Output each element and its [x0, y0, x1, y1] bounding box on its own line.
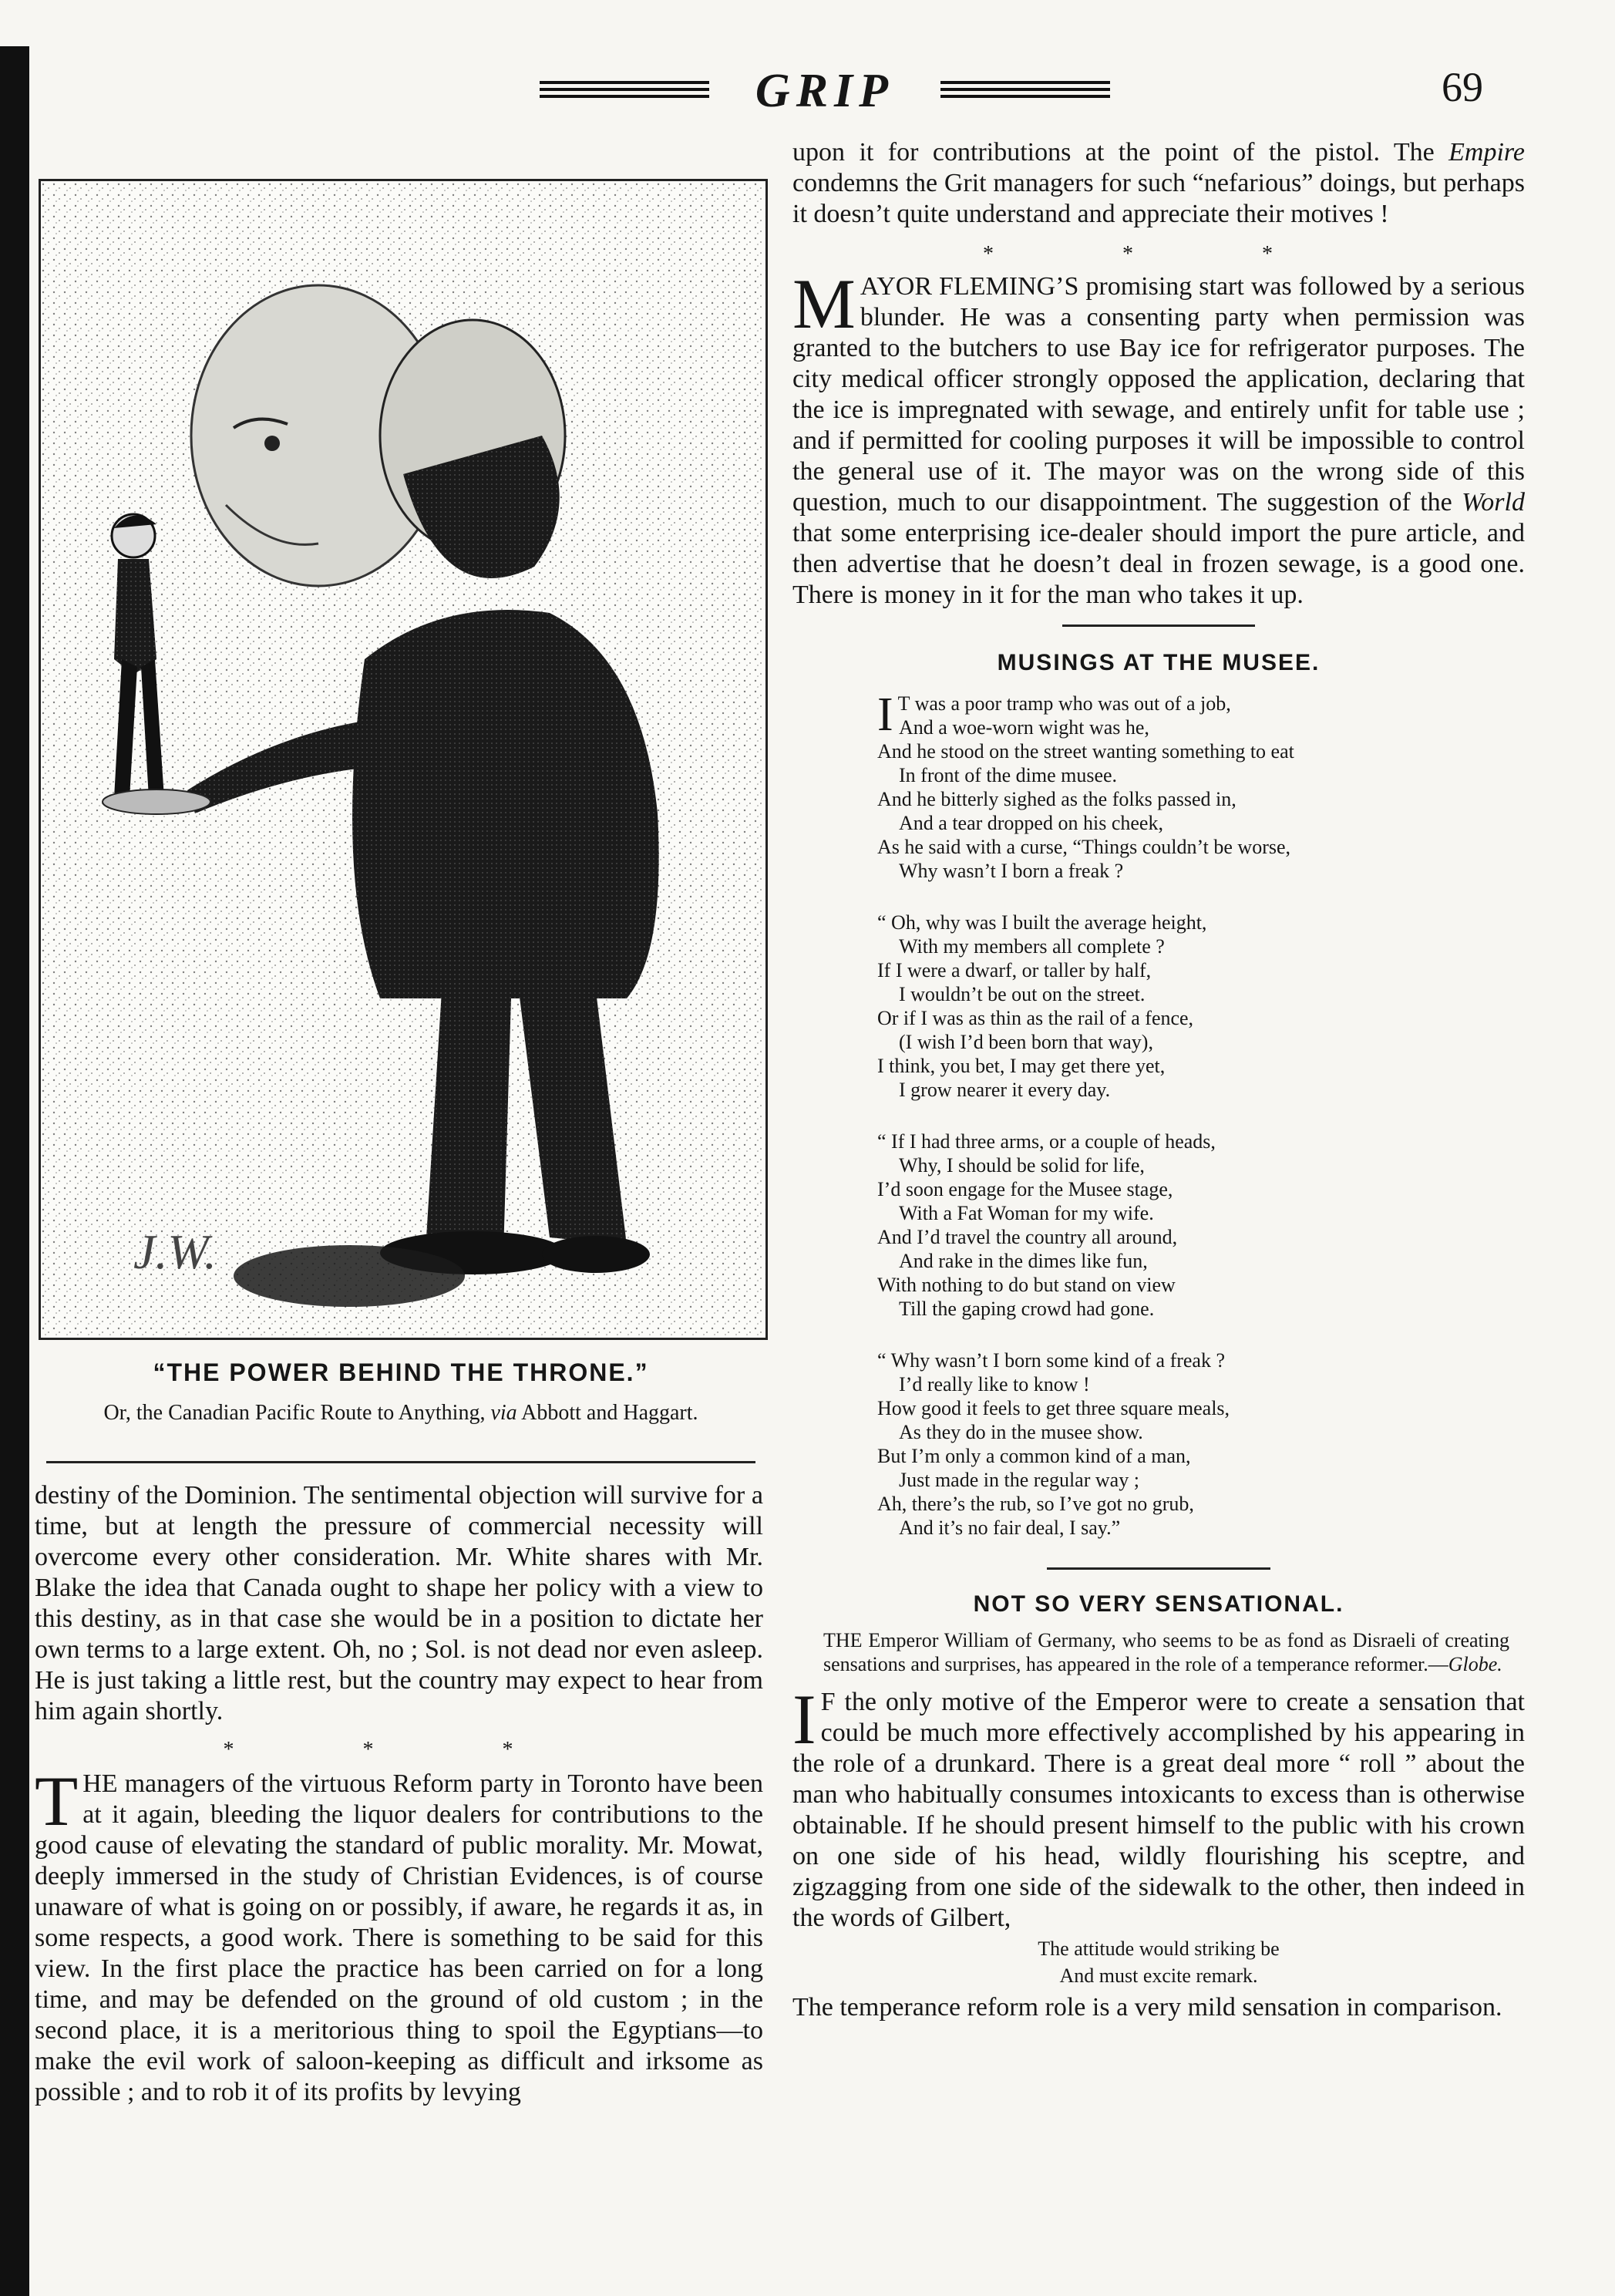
- poem-line-text: With nothing to do but stand on view: [877, 1274, 1176, 1296]
- poem-line: [877, 1225, 1479, 1249]
- cartoon-caption-subtitle: [54, 1399, 748, 1427]
- poem-stanza: [877, 1348, 1479, 1540]
- right-column: [792, 137, 1525, 2023]
- poem-line-text: As they do in the musee show.: [899, 1421, 1143, 1443]
- open-hand: [103, 789, 210, 814]
- poem-line-text: (I wish I’d been born that way),: [899, 1031, 1153, 1053]
- poem-stanza: [877, 1129, 1479, 1321]
- poem-line: [877, 739, 1479, 763]
- poem-line-text: I’d soon engage for the Musee stage,: [877, 1178, 1173, 1200]
- poem-line-text: With a Fat Woman for my wife.: [899, 1202, 1154, 1224]
- drop-cap: M: [792, 264, 856, 343]
- poem-line-text: And a tear dropped on his cheek,: [899, 812, 1163, 834]
- poem-line: [877, 787, 1479, 811]
- cartoon-illustration: [39, 179, 768, 1340]
- poem-line: [877, 1177, 1479, 1201]
- poem-stanza: [877, 911, 1479, 1102]
- article-paragraph: destiny of the Dominion. The sentimental objection will survive for a time, but at length the pressure of commercial necessity will overcome every other consideration. Mr. White shares with Mr. Blake the idea that Canada ought to shape her policy with a view to this destiny, as in that case she would be in a position to dictate her own terms to a large extent. Oh, no ; Sol. is not dead nor even asleep. He is just taking a little rest, but the country may expect to hear from him again shortly.: [35, 1481, 763, 1725]
- section-separator: [1062, 624, 1255, 627]
- poem-line-text: And rake in the dimes like fun,: [899, 1250, 1148, 1272]
- poem-line-text: And I’d travel the country all around,: [877, 1226, 1178, 1248]
- cartoon-drawing: [41, 181, 765, 1338]
- poem-line: [877, 1054, 1479, 1078]
- caption-sub-text: Or, the Canadian Pacific Route to Anything,: [103, 1401, 491, 1425]
- left-column: [35, 1480, 763, 2108]
- poem-line: [877, 715, 1479, 739]
- article-paragraph-empire: [792, 137, 1525, 230]
- article-paragraph-emperor: [792, 1680, 1525, 1934]
- epigraph-text: THE Emperor William of Germany, who seems to be as fond as Disraeli of creating sensations and surprises, has appeared in the role of a temperance reformer.—: [823, 1629, 1509, 1675]
- poem-line: [877, 763, 1479, 787]
- poem-line-text: Why, I should be solid for life,: [899, 1154, 1145, 1177]
- poem-line: [877, 1006, 1479, 1030]
- caption-separator: [46, 1461, 755, 1463]
- artist-mark: J.W.: [133, 1224, 217, 1279]
- quote-line: The attitude would striking be: [1038, 1937, 1280, 1960]
- caption-sub-text-end: Abbott and Haggart.: [516, 1401, 698, 1425]
- poem-line: [877, 835, 1479, 859]
- poem-line-text: In front of the dime musee.: [899, 764, 1118, 786]
- poem-line: [877, 1444, 1479, 1468]
- poem-line: [877, 811, 1479, 835]
- poem-line: [877, 958, 1479, 982]
- poem-line-text: With my members all complete ?: [899, 935, 1165, 958]
- poem-line-text: And a woe-worn wight was he,: [899, 716, 1149, 739]
- poem-line-text: Why wasn’t I born a freak ?: [899, 860, 1124, 882]
- drop-cap: I: [792, 1680, 816, 1759]
- poem-line: [877, 1372, 1479, 1396]
- quote-line: And must excite remark.: [1059, 1964, 1258, 1987]
- poem-line: [877, 982, 1479, 1006]
- publication-name: World: [1462, 488, 1525, 517]
- poem-line-text: I grow nearer it every day.: [899, 1079, 1111, 1101]
- poem-line: [877, 1078, 1479, 1102]
- masthead-title: GRIP: [755, 65, 895, 117]
- poem-line-text: Or if I was as thin as the rail of a fence,: [877, 1007, 1194, 1029]
- poem-line: [877, 1153, 1479, 1177]
- poem-line: [877, 1348, 1479, 1372]
- binding-edge: [0, 46, 29, 2296]
- poem-line: [877, 1420, 1479, 1444]
- poem-line-text: And he stood on the street wanting something to eat: [877, 740, 1294, 763]
- shadow: [234, 1245, 465, 1307]
- drop-cap: T: [35, 1762, 79, 1840]
- poem-line: [877, 1030, 1479, 1054]
- poem-line-text: But I’m only a common kind of a man,: [877, 1445, 1191, 1467]
- poem-line-text: Ah, there’s the rub, so I’ve got no grub,: [877, 1493, 1194, 1515]
- paragraph-text: AYOR FLEMING’S promising start was followed by a serious blunder. He was a consenting party when permission was granted to the butchers to use Bay ice for refrigerator purposes. The city medical officer strongly opposed the application, declaring that the ice is impregnated with sewage, and entirely unfit for table use ; and if permitted for cooling purposes it will be impossible to control the general use of it. The mayor was on the wrong side of this question, much to our disappointment. The suggestion of the: [792, 272, 1525, 517]
- poem-line-text: If I were a dwarf, or taller by half,: [877, 959, 1152, 981]
- poem-line: [877, 1249, 1479, 1273]
- paragraph-text: F the only motive of the Emperor were to create a sensation that could be much more effectively accomplished by his appearing in the role of a drunkard. There is a great deal more “ roll ” about the man who habitually consumes intoxicants to excess than is otherwise obtainable. If he should present himself to the public with his crown on one side of his head, wildly flourishing his sceptre, and zigzagging from one side of the sidewalk to the other, then indeed in the words of Gilbert,: [792, 1688, 1525, 1932]
- caption-sub-via: via: [490, 1401, 517, 1425]
- poem-line-text: Just made in the regular way ;: [899, 1469, 1139, 1491]
- article-paragraph-mayor: [792, 264, 1525, 611]
- article-paragraph-reform: [35, 1762, 763, 2108]
- masthead: [540, 58, 1110, 127]
- paragraph-text-end: that some enterprising ice-dealer should import the pure article, and then advertise that he doesn’t deal in frozen sewage, is a good one. There is money in it for the man who takes it up.: [792, 519, 1525, 609]
- figure-shoe-right: [542, 1236, 650, 1273]
- poem-line: [877, 1297, 1479, 1321]
- poem-line: [877, 1396, 1479, 1420]
- poem-line-text: And it’s no fair deal, I say.”: [899, 1517, 1121, 1539]
- epigraph: [823, 1628, 1509, 1676]
- poem-line: [877, 911, 1479, 934]
- poem-line: [877, 1468, 1479, 1492]
- poem-line: [877, 1201, 1479, 1225]
- poem-stanza: [877, 688, 1479, 883]
- poem-line-text: “ If I had three arms, or a couple of heads,: [877, 1130, 1216, 1153]
- section-stars: * * *: [983, 242, 1334, 266]
- poem-line-text: T was a poor tramp who was out of a job,: [897, 692, 1231, 715]
- poem-line: [877, 1129, 1479, 1153]
- drop-cap: I: [877, 688, 893, 741]
- poem-line-text: I’d really like to know !: [899, 1373, 1090, 1395]
- poem-line: [877, 1492, 1479, 1516]
- poem-line-text: I think, you bet, I may get there yet,: [877, 1055, 1166, 1077]
- publication-name: Empire: [1448, 138, 1525, 167]
- poem-line: [877, 1516, 1479, 1540]
- poem-title: MUSINGS AT THE MUSEE.: [997, 650, 1321, 675]
- poem-line-text: “ Oh, why was I built the average height,: [877, 911, 1207, 934]
- poem: [877, 688, 1479, 1540]
- closing-paragraph: The temperance reform role is a very mild sensation in comparison.: [792, 1993, 1502, 2022]
- section-stars: * * *: [223, 1738, 575, 1762]
- paragraph-text: upon it for contributions at the point of the pistol. The: [792, 138, 1449, 167]
- poem-line-text: And he bitterly sighed as the folks passed in,: [877, 788, 1236, 810]
- masthead-rule-right: [940, 81, 1110, 102]
- poem-line-text: “ Why wasn’t I born some kind of a freak ?: [877, 1349, 1226, 1372]
- poem-line-text: I wouldn’t be out on the street.: [899, 983, 1146, 1005]
- epigraph-source: Globe.: [1448, 1653, 1502, 1675]
- masthead-rule-left: [540, 81, 709, 102]
- paragraph-text-end: condemns the Grit managers for such “nefarious” doings, but perhaps it doesn’t quite understand and appreciate their motives !: [792, 169, 1525, 228]
- poem-line: [877, 934, 1479, 958]
- cartoon-caption-title: “THE POWER BEHIND THE THRONE.”: [153, 1358, 649, 1386]
- poem-line-text: How good it feels to get three square meals,: [877, 1397, 1230, 1419]
- paragraph-text: HE managers of the virtuous Reform party in Toronto have been at it again, bleeding the liquor dealers for contributions to the good cause of elevating the standard of public morality. Mr. Mowat, deeply immersed in the study of Christian Evidences, is of course unaware of what is going on or possibly, if aware, he regards it as, in some respects, a good work. There is something to be said for this view. In the first place the practice has been carried on for a long time, and may be defended on the ground of old custom ; in the second place, it is a meritorious thing to spoil the Egyptians—to make the evil work of saloon-keeping as difficult and irksome as possible ; and to rob it of its profits by levying: [35, 1769, 763, 2106]
- page-number: 69: [1442, 64, 1483, 110]
- poem-line-text: As he said with a curse, “Things couldn’t be worse,: [877, 836, 1291, 858]
- section-title-sensational: NOT SO VERY SENSATIONAL.: [973, 1591, 1344, 1617]
- section-separator: [1047, 1567, 1270, 1570]
- poem-line-text: Till the gaping crowd had gone.: [899, 1298, 1155, 1320]
- poem-line: [877, 1273, 1479, 1297]
- poem-line: [877, 859, 1479, 883]
